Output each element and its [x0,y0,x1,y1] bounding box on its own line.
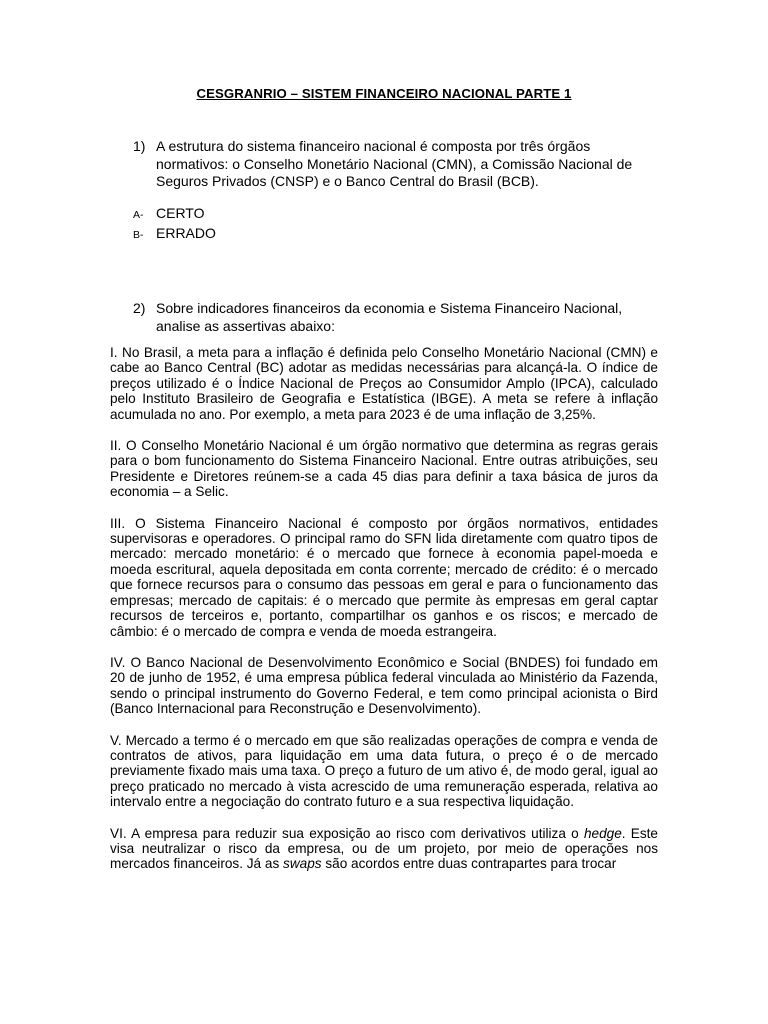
assertions-list [110,345,658,888]
assertion-v: V. Mercado a termo é o mercado em que são realizadas operações de compra e venda de contratos de ativos, para liquidação em uma data futura, o preço é o de mercado previamente fixado mais uma taxa. O preço a futuro de um ativo é, de modo geral, igual ao preço praticado no mercado à vista acrescido de uma remuneração esperada, relativa ao intervalo entre a negociação do contrato futuro e a sua respectiva liquidação. [110,732,658,810]
option-b-text: ERRADO [156,225,216,241]
question-1-number: 1) [133,138,146,154]
assertion-vi-part1: VI. A empresa para reduzir sua exposição ao risco com derivativos utiliza o [110,825,584,841]
assertion-ii: II. O Conselho Monetário Nacional é um órgão normativo que determina as regras gerais para o bom funcionamento do Sistema Financeiro Nacional. Entre outras atribuições, seu Presidente e Diretores reúnem-se a cada 45 dias para definir a taxa básica de juros da economia – a Selic. [110,438,658,500]
question-1-options [133,204,216,244]
question-2-number: 2) [133,300,146,316]
assertion-vi [110,826,658,872]
assertion-vi-hedge: hedge [583,825,622,841]
option-b-letter: B- [133,229,144,241]
assertion-iii: III. O Sistema Financeiro Nacional é composto por órgãos normativos, entidades supervisoras e operadores. O principal ramo do SFN lida diretamente com quatro tipos de mercado: mercado monetário: é o mercado que fornece à economia papel-moeda e moeda escritural, aquela depositada em conta corrente; mercado de crédito: é o mercado que fornece recursos para o consumo das pessoas em geral e para o funcionamento das empresas; mercado de capitais: é o mercado que permite às empresas em geral captar recursos de terceiros e, portanto, compartilhar os ganhos e os riscos; e mercado de câmbio: é o mercado de compra e venda de moeda estrangeira. [110,515,658,639]
document-title: CESGRANRIO – SISTEM FINANCEIRO NACIONAL PARTE 1 [196,86,572,101]
option-a-letter: A- [133,209,144,221]
assertion-i: I. No Brasil, a meta para a inflação é definida pelo Conselho Monetário Nacional (CMN) e cabe ao Banco Central (BC) adotar as medidas necessárias para alcançá-la. O índice de preços utilizado é o Índice Nacional de Preços ao Consumidor Amplo (IPCA), calculado pelo Instituto Brasileiro de Geografia e Estatística (IBGE). A meta se refere à inflação acumulada no ano. Por exemplo, a meta para 2023 é de uma inflação de 3,25%. [110,345,658,422]
option-a-text: CERTO [156,205,205,221]
question-2 [133,300,658,335]
question-1 [133,138,653,191]
assertion-iv: IV. O Banco Nacional de Desenvolvimento Econômico e Social (BNDES) foi fundado em 20 de junho de 1952, é uma empresa pública federal vinculada ao Ministério da Fazenda, sendo o principal instrumento do Governo Federal, e tem como principal acionista o Bird (Banco Internacional para Reconstrução e Desenvolvimento). [110,654,658,717]
question-1-text: A estrutura do sistema financeiro nacional é composta por três órgãos normativos: o Conselho Monetário Nacional (CMN), a Comissão Nacional de Seguros Privados (CNSP) e o Banco Central do Brasil (BCB). [156,138,633,189]
option-b [133,224,216,244]
question-2-text: Sobre indicadores financeiros da economia e Sistema Financeiro Nacional, analise as assertivas abaixo: [156,300,623,334]
assertion-vi-part2: . Este visa neutralizar o risco da empresa, ou de um projeto, por meio de operações nos mercados financeiros. Já as [110,825,658,872]
assertion-vi-swaps: swaps [283,856,322,872]
option-a [133,204,216,224]
assertion-vi-part3: são acordos entre duas contrapartes para trocar [321,856,617,872]
